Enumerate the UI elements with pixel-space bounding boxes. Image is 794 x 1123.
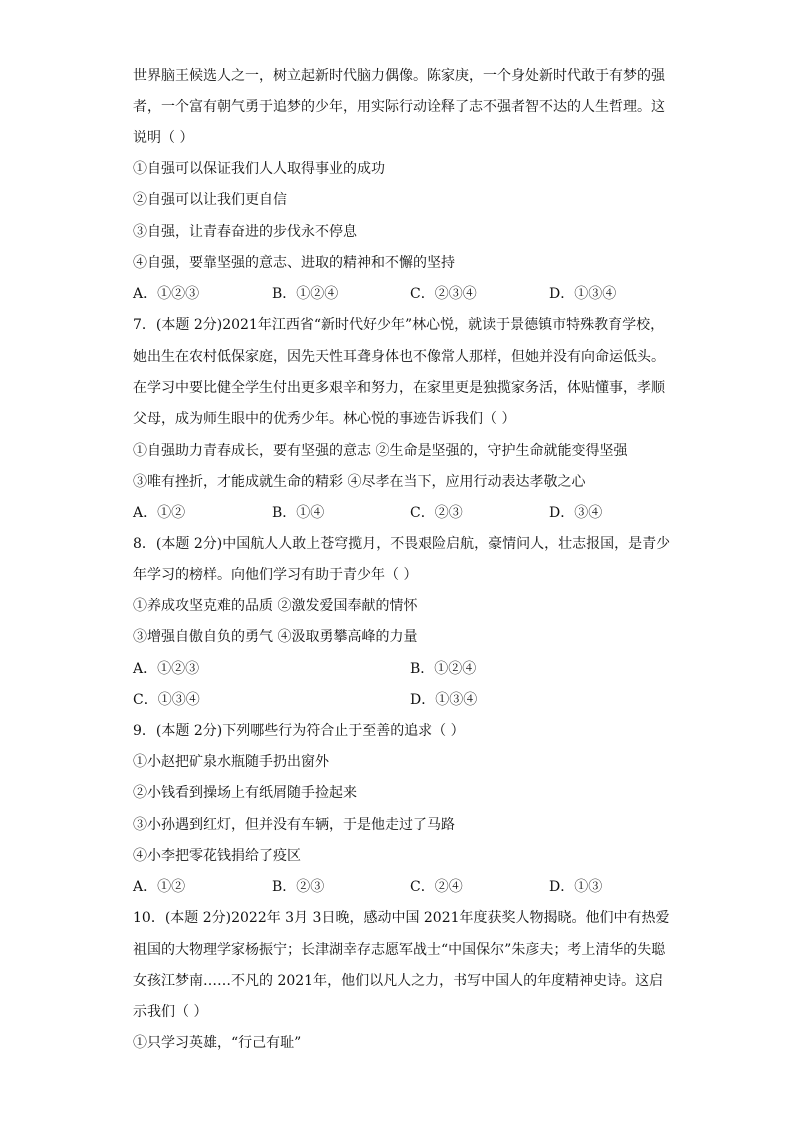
q6-line-3: 说明（ ） [133, 130, 194, 146]
q8-statements-2: ③增强自傲自负的勇气 ④汲取勇攀高峰的力量 [133, 629, 418, 645]
q10-line-3: 女孩江梦南……不凡的 2021年，他们以凡人之力，书写中国人的年度精神史诗。这启 [133, 973, 664, 989]
q7-statements-2: ③唯有挫折，才能成就生命的精彩 ④尽孝在当下，应用行动表达孝敬之心 [133, 474, 586, 490]
q8-option-a: A．①②③ [133, 661, 200, 677]
q6-option-b: B．①②④ [272, 286, 339, 302]
q6-option-d: D．①③④ [549, 286, 617, 302]
q6-option-c: C．②③④ [410, 286, 477, 302]
q10-line-2: 祖国的大物理学家杨振宁；长津湖幸存志愿军战士“中国保尔”朱彦夫；考上清华的失聪 [133, 942, 666, 958]
q8-line-2: 年学习的榜样。向他们学习有助于青少年（ ） [133, 567, 418, 583]
q7-option-a: A．①② [133, 505, 186, 521]
q10-line-1: 10．(本题 2分)2022年 3月 3日晚，感动中国 2021年度获奖人物揭晓。他们中有热爱 [133, 910, 670, 926]
q9-line-1: 9．(本题 2分)下列哪些行为符合止于至善的追求（ ） [133, 723, 465, 739]
q9-option-d: D．①③ [549, 879, 603, 895]
q9-option-a: A．①② [133, 879, 186, 895]
q7-option-d: D．③④ [549, 505, 603, 521]
q7-line-2: 她出生在农村低保家庭，因先天性耳聋身体也不像常人那样，但她并没有向命运低头。 [133, 349, 665, 365]
q6-statement-3: ③自强，让青春奋进的步伐永不停息 [133, 224, 357, 240]
q6-statement-4: ④自强，要靠坚强的意志、进取的精神和不懈的坚持 [133, 255, 455, 271]
q8-statements-1: ①养成攻坚克难的品质 ②激发爱国奉献的情怀 [133, 598, 418, 614]
q6-option-a: A．①②③ [133, 286, 200, 302]
q9-option-b: B．②③ [272, 879, 325, 895]
q8-option-d: D．①③④ [410, 692, 478, 708]
q9-option-c: C．②④ [410, 879, 463, 895]
q7-option-b: B．①④ [272, 505, 325, 521]
q7-line-3: 在学习中要比健全学生付出更多艰辛和努力，在家里更是独揽家务活，体贴懂事，孝顺 [133, 380, 665, 396]
q6-statement-2: ②自强可以让我们更自信 [133, 192, 287, 208]
q9-statement-4: ④小李把零花钱捐给了疫区 [133, 848, 301, 864]
q8-option-c: C．①③④ [133, 692, 200, 708]
q9-statement-1: ①小赵把矿泉水瓶随手扔出窗外 [133, 754, 329, 770]
q10-line-4: 示我们（ ） [133, 1004, 208, 1020]
q7-option-c: C．②③ [410, 505, 463, 521]
q9-statement-3: ③小孙遇到红灯，但并没有车辆，于是他走过了马路 [133, 817, 455, 833]
q8-line-1: 8．(本题 2分)中国航人人敢上苍穹揽月，不畏艰险启航，豪情问人，壮志报国，是青少 [133, 536, 671, 552]
q7-statements-1: ①自强助力青春成长，要有坚强的意志 ②生命是坚强的，守护生命就能变得坚强 [133, 443, 628, 459]
q8-option-b: B．①②④ [410, 661, 477, 677]
q7-line-1: 7．(本题 2分)2021年江西省“新时代好少年”林心悦，就读于景德镇市特殊教育学校， [133, 317, 665, 333]
q7-line-4: 父母，成为师生眼中的优秀少年。林心悦的事迹告诉我们（ ） [133, 411, 516, 427]
q9-statement-2: ②小钱看到操场上有纸屑随手捡起来 [133, 785, 357, 801]
q6-line-1: 世界脑王候选人之一，树立起新时代脑力偶像。陈家庚，一个身处新时代敢于有梦的强 [133, 68, 665, 84]
q6-line-2: 者，一个富有朝气勇于追梦的少年，用实际行动诠释了志不强者智不达的人生哲理。这 [133, 99, 665, 115]
q10-statement-1: ①只学习英雄，“行己有耻” [133, 1035, 302, 1051]
q6-statement-1: ①自强可以保证我们人人取得事业的成功 [133, 161, 385, 177]
